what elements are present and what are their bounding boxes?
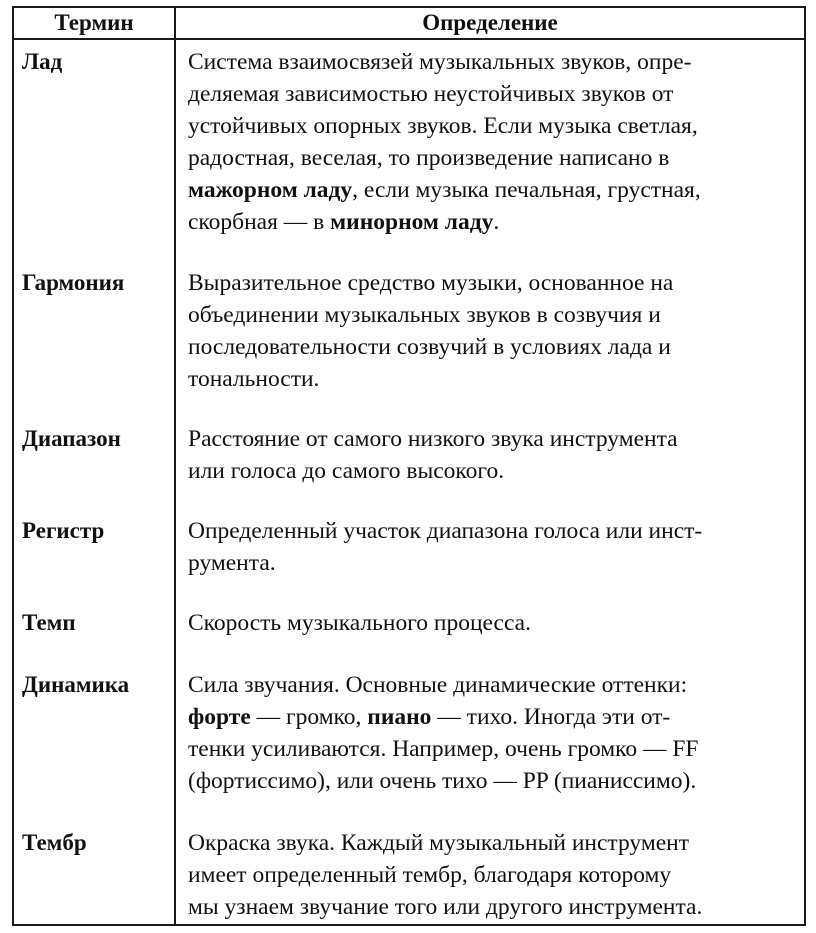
definition-line: или голоса до самого высокого.	[188, 458, 505, 484]
definition-line: устойчивых опорных звуков. Если музыка светлая,	[188, 113, 698, 139]
definition-line: Выразительное средство музыки, основанное на	[188, 270, 674, 296]
definition-line: мы узнаем звучание того или другого инструмента.	[188, 894, 703, 920]
table-row-temp	[13, 601, 805, 663]
major-mode-emphasis: мажорном ладу	[188, 177, 353, 203]
definition-line: Определенный участок диапазона голоса или инст-	[188, 518, 703, 544]
definition-line: (фортиссимо), или очень тихо — PP (пианиссимо).	[188, 768, 697, 794]
term-garmoniya: Гармония	[22, 270, 125, 295]
table-row-registr	[13, 509, 805, 601]
term-column-header: Термин	[13, 7, 175, 39]
term-diapazon: Диапазон	[22, 426, 121, 451]
term-lad: Лад	[22, 49, 63, 74]
definition-line: мажорном ладу, если музыка печальная, грустная,	[188, 177, 701, 203]
definition-dinamika	[188, 663, 794, 797]
definition-line: тенки усиливаются. Например, очень громко — FF	[188, 736, 699, 762]
header-row	[13, 7, 805, 39]
definition-temp	[188, 601, 794, 639]
term-registr: Регистр	[22, 518, 105, 543]
table-row-tembr	[13, 821, 805, 925]
definition-line: Окраска звука. Каждый музыкальный инструмент	[188, 830, 689, 856]
definition-line: объединении музыкальных звуков в созвучия и	[188, 302, 661, 328]
minor-mode-emphasis: минорном ладу	[330, 209, 494, 235]
definition-tembr	[188, 821, 794, 923]
definition-line: последовательности созвучий в условиях лада и	[188, 334, 671, 360]
term-dinamika: Динамика	[22, 672, 130, 697]
definition-line: деляемая зависимостью неустойчивых звуков от	[188, 81, 674, 107]
definition-line: форте — громко, пиано — тихо. Иногда эти от-	[188, 704, 671, 730]
definition-registr	[188, 509, 794, 579]
definition-line: радостная, веселая, то произведение написано в	[188, 145, 670, 171]
table-row-dinamika	[13, 663, 805, 821]
definition-line: Система взаимосвязей музыкальных звуков, опре-	[188, 49, 692, 75]
piano-emphasis: пиано	[367, 704, 432, 730]
definition-lad	[188, 40, 794, 238]
term-tembr: Тембр	[22, 830, 87, 855]
definition-line: Сила звучания. Основные динамические оттенки:	[188, 672, 688, 698]
definition-line: румента.	[188, 550, 276, 576]
definition-diapazon	[188, 417, 794, 487]
definition-line: Скорость музыкального процесса.	[188, 610, 531, 636]
table-row-diapazon	[13, 417, 805, 509]
glossary-table	[12, 6, 806, 926]
definition-line: Расстояние от самого низкого звука инструмента	[188, 426, 678, 452]
definition-column-header: Определение	[175, 7, 805, 39]
definition-garmoniya	[188, 261, 794, 395]
definition-line: имеет определенный тембр, благодаря которому	[188, 862, 672, 888]
table-row-lad	[13, 39, 805, 261]
table-row-garmoniya	[13, 261, 805, 417]
definition-line: скорбная — в минорном ладу.	[188, 209, 500, 235]
forte-emphasis: форте	[188, 704, 251, 730]
term-temp: Темп	[22, 610, 76, 635]
definition-line: тональности.	[188, 366, 320, 392]
